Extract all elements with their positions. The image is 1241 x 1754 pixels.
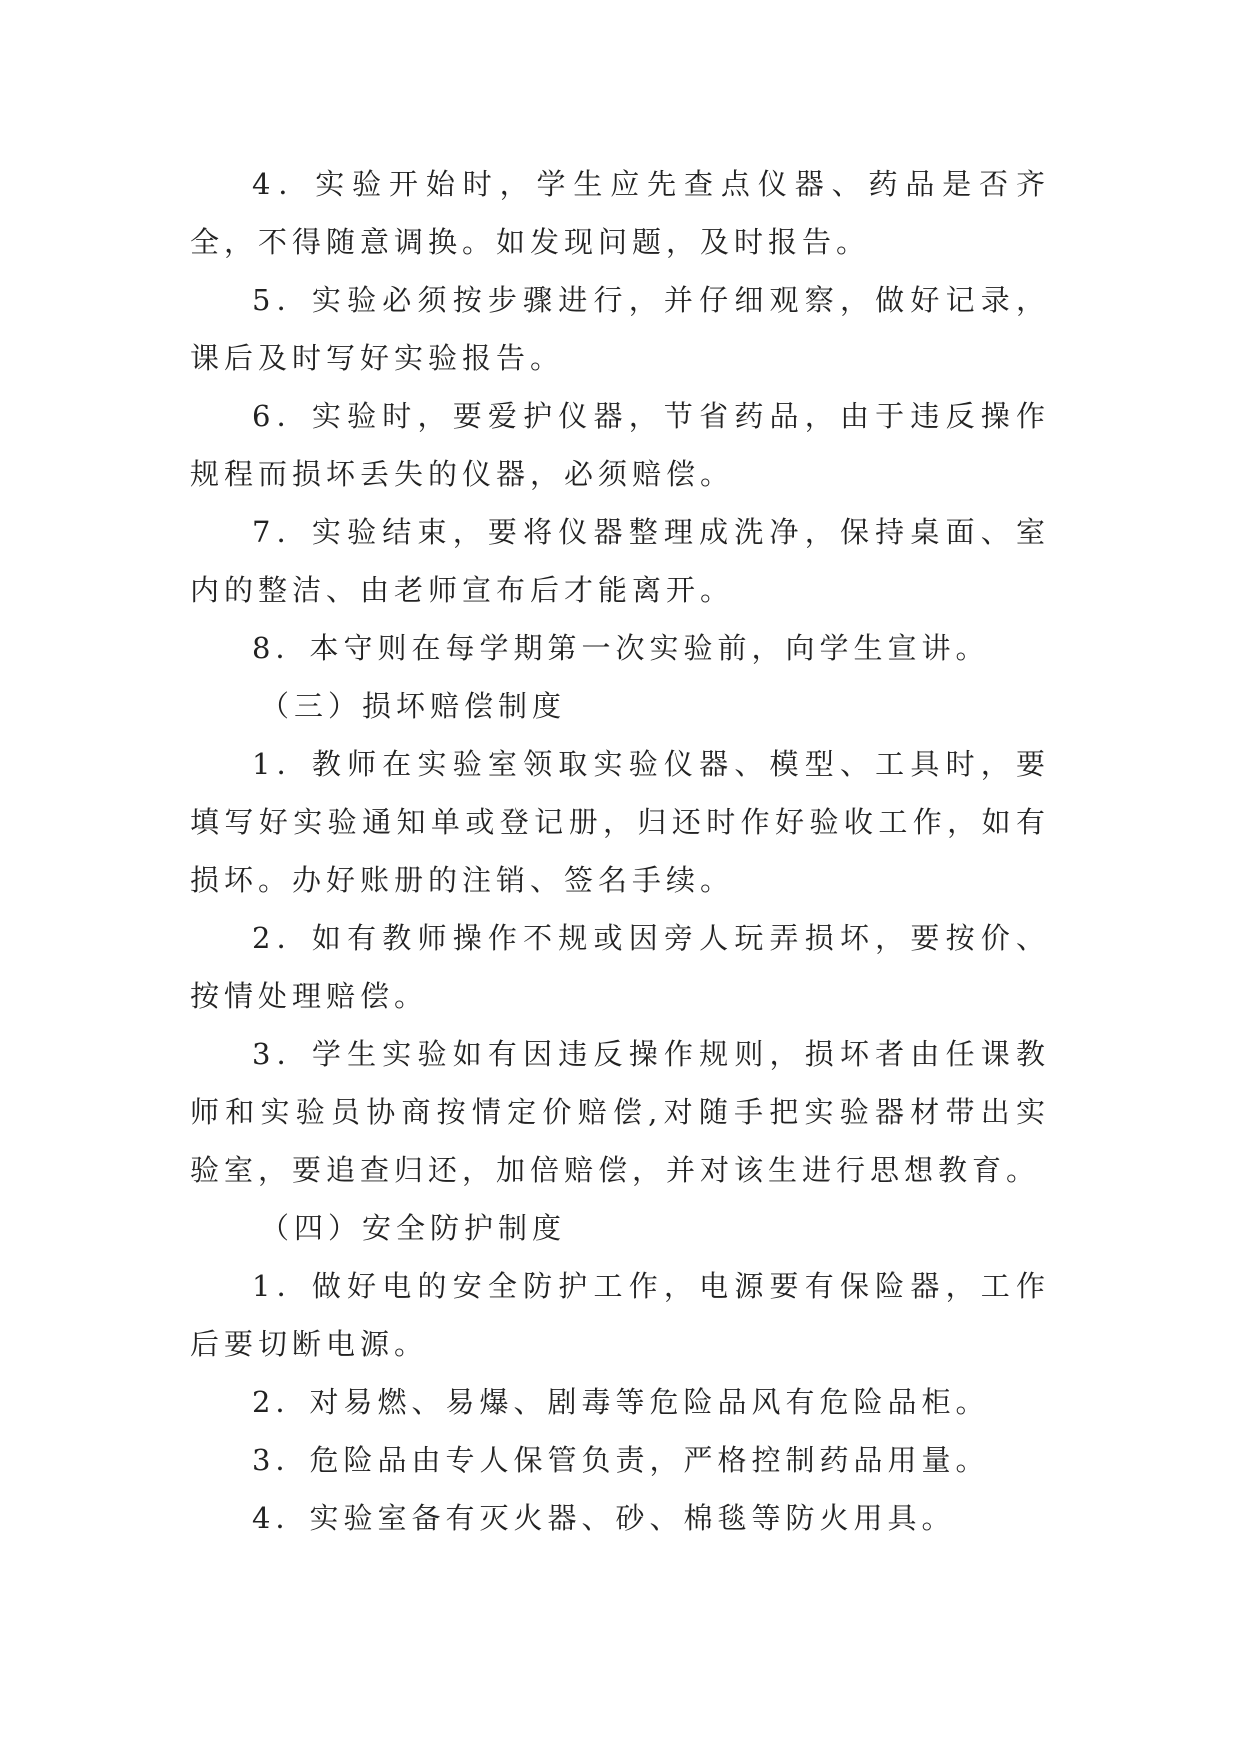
rule-item-4: 4．实验开始时，学生应先查点仪器、药品是否齐全，不得随意调换。如发现问题，及时报告。 bbox=[190, 167, 1050, 259]
rule-item-5: 5．实验必须按步骤进行，并仔细观察，做好记录，课后及时写好实验报告。 bbox=[190, 283, 1050, 375]
section-heading-damage-compensation: （三）损坏赔偿制度 bbox=[260, 689, 567, 723]
rule-item-8: 8．本守则在每学期第一次实验前，向学生宣讲。 bbox=[252, 631, 990, 665]
safety-item-1: 1．做好电的安全防护工作，电源要有保险器，工作后要切断电源。 bbox=[190, 1269, 1050, 1361]
rule-item-7: 7．实验结束，要将仪器整理成洗净，保持桌面、室内的整洁、由老师宣布后才能离开。 bbox=[190, 515, 1050, 607]
compensation-item-2: 2．如有教师操作不规或因旁人玩弄损坏，要按价、按情处理赔偿。 bbox=[190, 921, 1050, 1013]
compensation-item-1: 1．教师在实验室领取实验仪器、模型、工具时，要填写好实验通知单或登记册，归还时作好验收工作，如有损坏。办好账册的注销、签名手续。 bbox=[190, 747, 1050, 897]
safety-item-3: 3．危险品由专人保管负责，严格控制药品用量。 bbox=[252, 1443, 990, 1477]
compensation-item-3: 3．学生实验如有因违反操作规则，损坏者由任课教师和实验员协商按情定价赔偿,对随手把实验器材带出实验室，要追查归还，加倍赔偿，并对该生进行思想教育。 bbox=[190, 1037, 1050, 1187]
safety-item-4: 4．实验室备有灭火器、砂、棉毯等防火用具。 bbox=[252, 1501, 956, 1535]
safety-item-2: 2．对易燃、易爆、剧毒等危险品风有危险品柜。 bbox=[252, 1385, 990, 1419]
rule-item-6: 6．实验时，要爱护仪器，节省药品，由于违反操作规程而损坏丢失的仪器，必须赔偿。 bbox=[190, 399, 1050, 491]
section-heading-safety-protection: （四）安全防护制度 bbox=[260, 1211, 567, 1245]
document-body bbox=[190, 155, 1050, 1547]
